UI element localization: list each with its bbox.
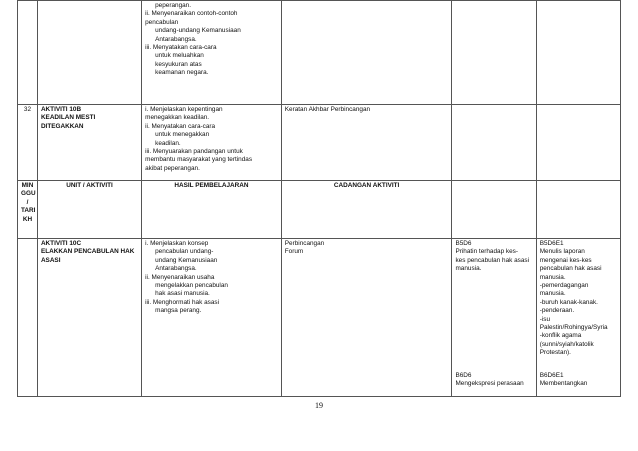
standard-line: (sunni/syiah/katolik: [539, 340, 594, 348]
table-row-continuation: [18, 1, 621, 105]
unit-line: ELAKKAN PENCABULAN HAK: [40, 248, 135, 256]
standard-line: manusia.: [539, 290, 566, 298]
hasil-line: membantu masyarakat yang tertindas: [145, 156, 253, 164]
hasil-line: Antarabangsa.: [155, 35, 197, 43]
hasil-line: hak asasi manusia.: [155, 290, 210, 298]
cadangan-line: Perbincangan: [284, 240, 325, 247]
standard-line: Menulis laporan: [539, 248, 585, 256]
nilai-line: B5D6: [455, 240, 472, 247]
unit-line: ASASI: [40, 256, 61, 264]
cadangan-list: [285, 240, 449, 257]
nilai-line: manusia.: [455, 265, 482, 273]
hasil-line: undang Kemanusiaan: [155, 256, 218, 264]
cell-minggu: 32: [18, 105, 38, 181]
header-minggu: [18, 181, 38, 239]
hasil-line: ii. Menyenaraikan contoh-contoh: [145, 10, 238, 18]
header-minggu-line: MIN: [21, 182, 34, 189]
hasil-line: keamanan negara.: [155, 69, 209, 77]
unit-line: KEADILAN MESTI: [40, 114, 96, 122]
standard-line: Protestan).: [539, 349, 571, 357]
hasil-line: ii. Menyenaraikan usaha: [145, 273, 215, 281]
cell-nilai: [452, 239, 536, 397]
hasil-line: iii. Menyatakan cara-cara: [145, 44, 217, 52]
cell-unit: [37, 1, 141, 105]
unit-line: AKTIVITI 10B: [40, 106, 82, 113]
table-header-row: [18, 181, 621, 239]
cell-minggu: [18, 1, 38, 105]
cadangan-line: Forum: [284, 248, 304, 256]
cell-hasil: [142, 239, 282, 397]
standard-line: -buruh kanak-kanak.: [539, 298, 598, 306]
cell-nilai: [452, 105, 536, 181]
standard-line: Palestin/Rohingya/Syria: [539, 324, 608, 332]
table-row-aktiviti-10b: [18, 105, 621, 181]
cell-unit: [37, 239, 141, 397]
unit-title: [41, 240, 138, 265]
unit-line: AKTIVITI 10C: [40, 240, 82, 247]
standard-line: manusia.: [539, 273, 566, 281]
hasil-line: untuk menegakkan: [155, 131, 210, 139]
header-cadangan: CADANGAN AKTIVITI: [281, 181, 452, 239]
hasil-line: kesyukuran atas: [155, 60, 202, 68]
cell-standard: [536, 239, 620, 397]
nilai-line: kes pencabulan hak asasi: [455, 256, 530, 264]
standard-line: Membentangkan: [539, 380, 588, 388]
cell-cadangan: [281, 1, 452, 105]
standard-line: -konflik agama: [539, 332, 582, 340]
hasil-line: mengelakkan pencabulan: [155, 282, 228, 290]
cell-cadangan: Keratan Akhbar Perbincangan: [281, 105, 452, 181]
nilai-b5d6: [455, 240, 532, 274]
nilai-line: Mengekspresi perasaan: [455, 380, 524, 388]
hasil-line: iii. Menghormati hak asasi: [145, 298, 220, 306]
standard-line: B6D6E1: [539, 372, 564, 379]
hasil-line: keadilan.: [155, 139, 181, 147]
cell-minggu: [18, 239, 38, 397]
hasil-line: akibat peperangan.: [145, 164, 200, 172]
hasil-list: [145, 106, 278, 173]
header-empty-1: [452, 181, 536, 239]
cell-standard: [536, 105, 620, 181]
standard-line: pencabulan hak asasi: [539, 265, 602, 273]
hasil-line: undang-undang Kemanusiaan: [155, 27, 241, 35]
header-minggu-line: TARI: [21, 207, 36, 215]
header-minggu-line: GGU: [21, 190, 36, 198]
hasil-line: Antarabangsa.: [155, 265, 197, 273]
standard-line: -penderaan.: [539, 307, 575, 315]
standard-b5d6e1: [540, 240, 617, 358]
standard-line: -isu: [539, 315, 551, 323]
hasil-line: pencabulan undang-: [155, 248, 214, 256]
hasil-line: ii. Menyatakan cara-cara: [145, 122, 216, 130]
header-minggu-line: KH: [22, 215, 33, 223]
hasil-line: menegakkan keadilan.: [145, 114, 210, 122]
unit-line: DITEGAKKAN: [40, 122, 84, 130]
header-unit: UNIT / AKTIVITI: [37, 181, 141, 239]
cell-nilai: [452, 1, 536, 105]
cell-standard: [536, 1, 620, 105]
nilai-b6d6: [455, 372, 523, 389]
header-minggu-line: /: [26, 198, 29, 206]
cell-unit: [37, 105, 141, 181]
hasil-line: i. Menjelaskan konsep: [145, 240, 209, 247]
header-empty-2: [536, 181, 620, 239]
standard-line: mengenai kes-kes: [539, 256, 592, 264]
standard-line: -pemerdagangan: [539, 282, 589, 290]
nilai-line: Prihatin terhadap kes-: [455, 248, 518, 256]
standard-b6d6e1: [540, 372, 588, 389]
hasil-line: untuk meluahkan: [155, 52, 204, 60]
hasil-list: [145, 240, 278, 316]
table-row-aktiviti-10c: [18, 239, 621, 397]
hasil-list: [145, 2, 278, 78]
unit-title: [41, 106, 138, 131]
hasil-line: peperangan.: [155, 2, 192, 9]
cell-hasil: [142, 1, 282, 105]
lesson-plan-table: [17, 0, 621, 397]
hasil-line: mangsa perang.: [155, 307, 202, 315]
cell-cadangan: [281, 239, 452, 397]
hasil-line: i. Menjelaskan kepentingan: [145, 106, 223, 113]
cell-hasil: [142, 105, 282, 181]
nilai-line: B6D6: [455, 372, 472, 379]
hasil-line: iii. Menyuarakan pandangan untuk: [145, 148, 243, 156]
standard-line: B5D6E1: [539, 240, 564, 247]
header-hasil: HASIL PEMBELAJARAN: [142, 181, 282, 239]
page-number: 19: [315, 401, 323, 410]
hasil-line: pencabulan: [145, 18, 179, 26]
